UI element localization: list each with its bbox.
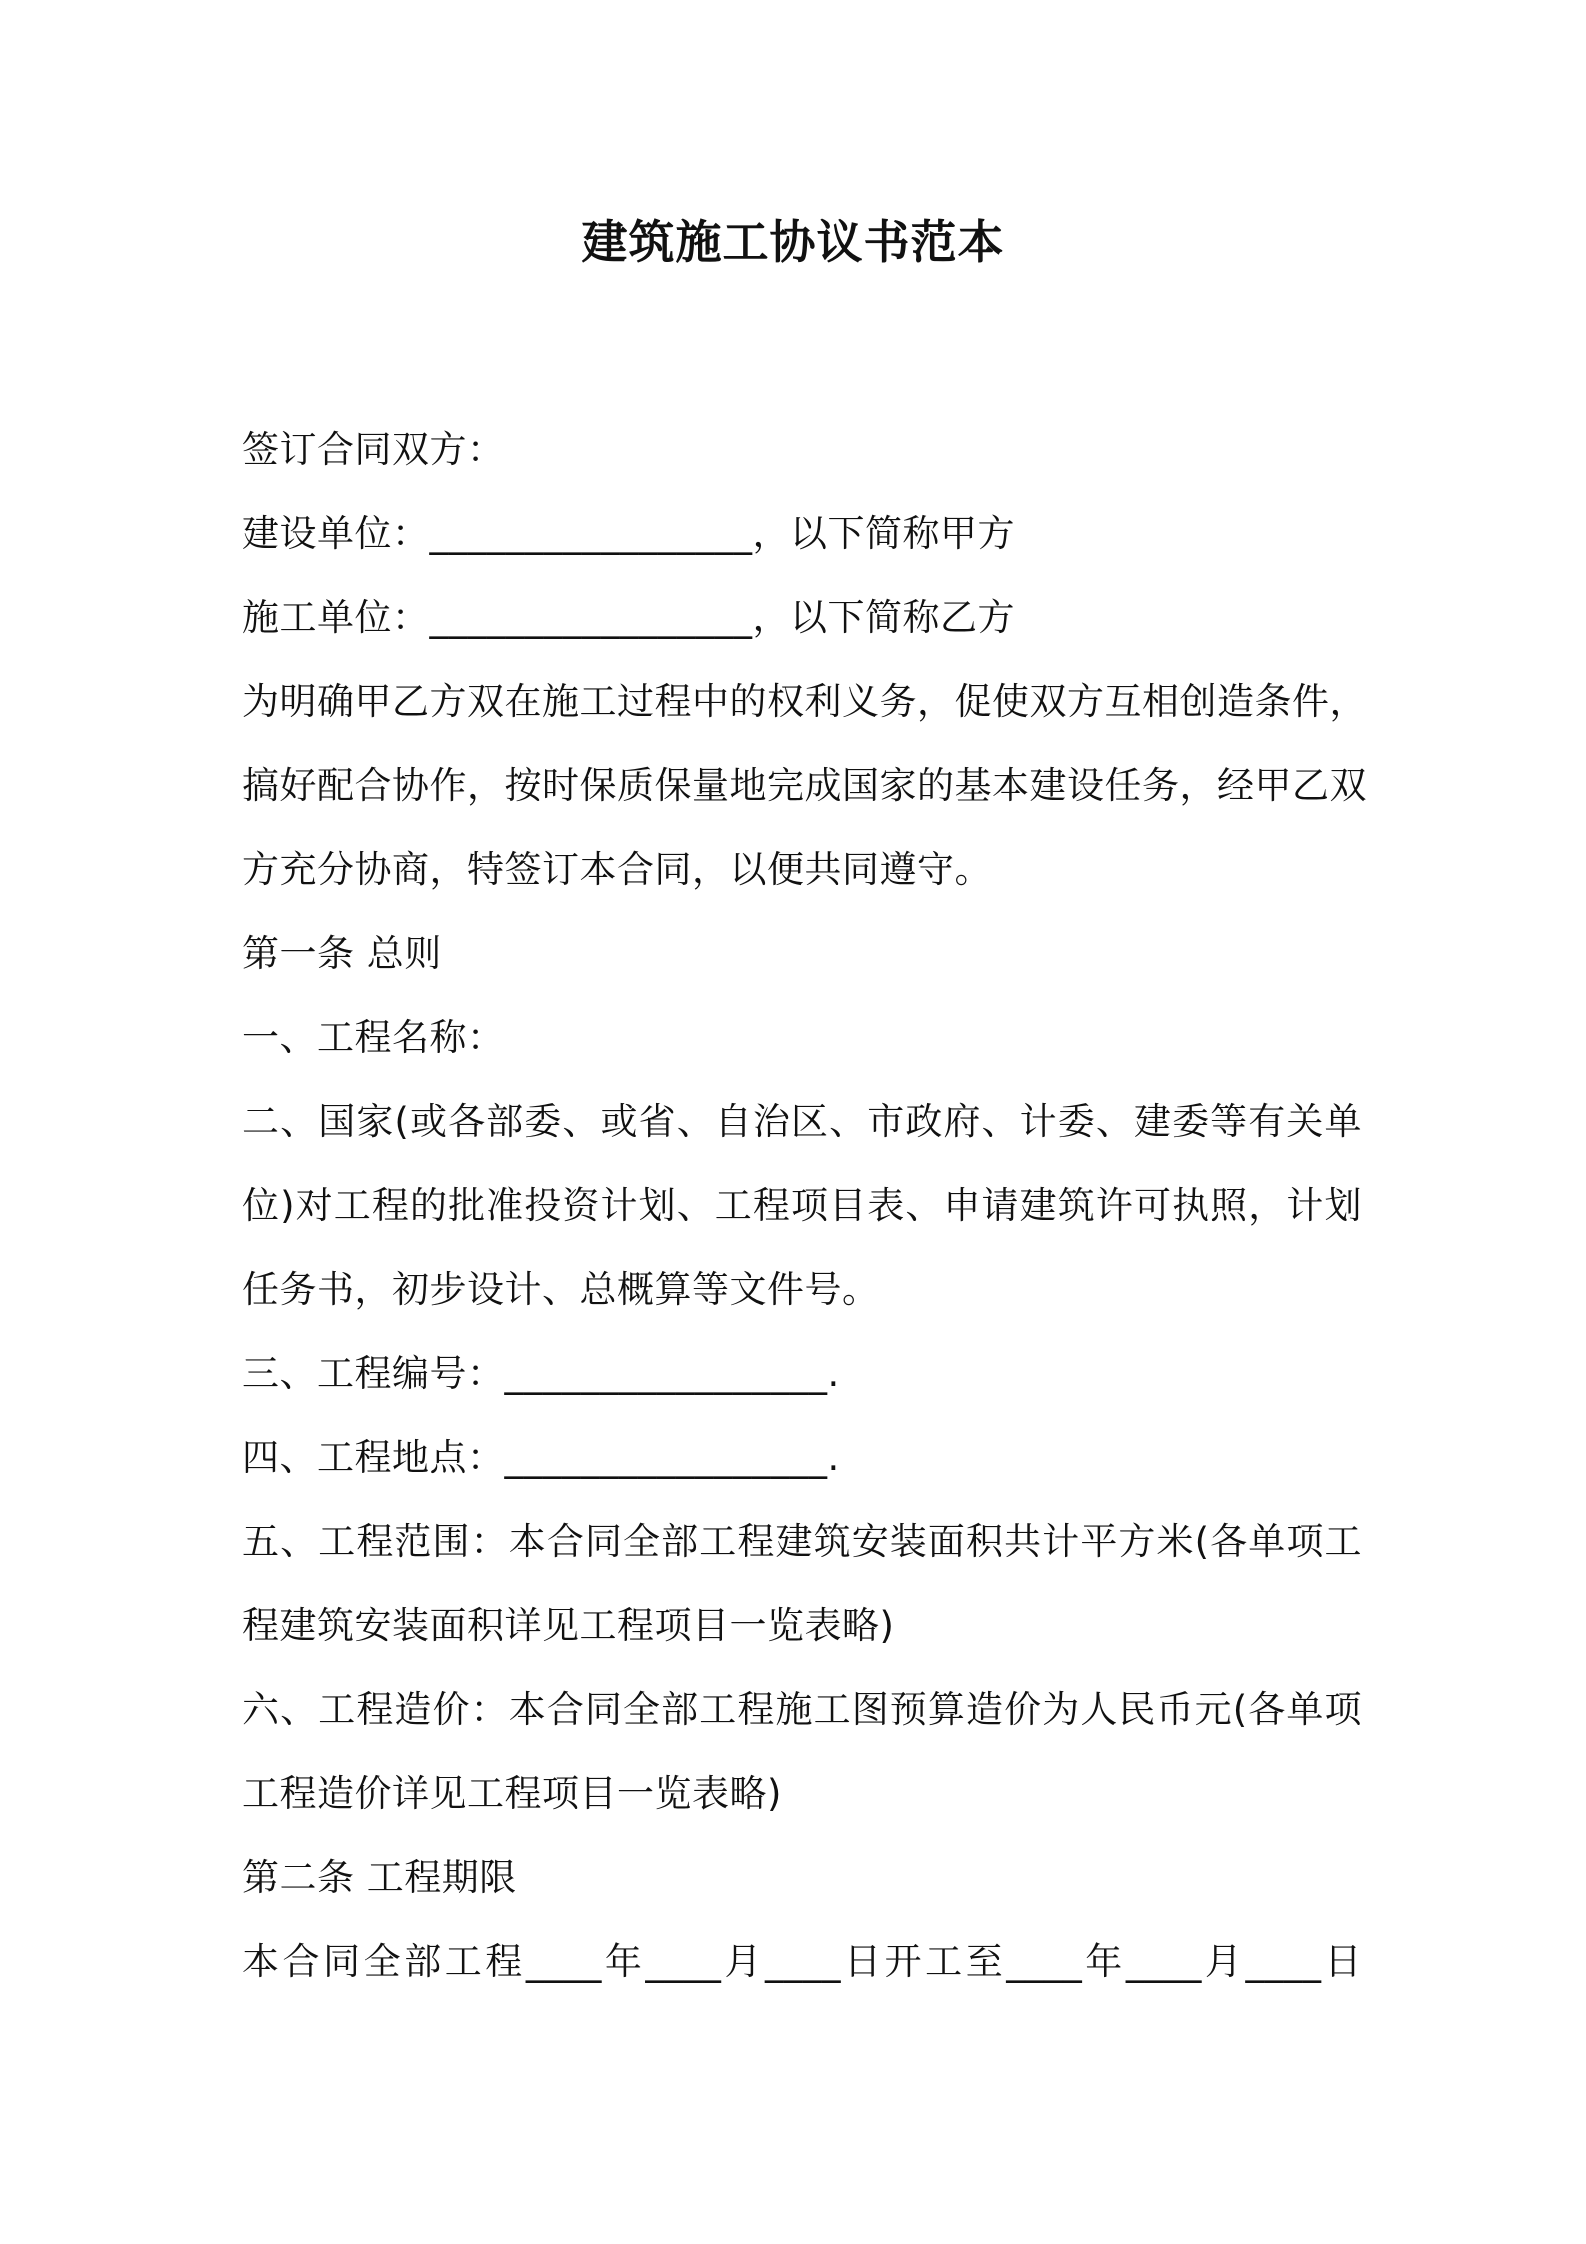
document-title: 建筑施工协议书范本 bbox=[581, 215, 1005, 269]
project-cost-line-2: 工程造价详见工程项目一览表略) bbox=[242, 1772, 782, 1815]
document-body bbox=[242, 408, 1367, 2004]
schedule-line: 本合同全部工程____年____月____日开工至____年____月____日 bbox=[242, 1940, 1362, 1983]
parties-heading: 签订合同双方： bbox=[242, 428, 505, 471]
project-scope-line-1: 五、工程范围：本合同全部工程建筑安装面积共计平方米(各单项工 bbox=[242, 1520, 1362, 1563]
preamble-line-2: 搞好配合协作，按时保质保量地完成国家的基本建设任务，经甲乙双 bbox=[242, 764, 1367, 807]
project-location-line: 四、工程地点：_________________. bbox=[242, 1436, 840, 1479]
project-number-line: 三、工程编号：_________________. bbox=[242, 1352, 840, 1395]
project-scope-line-2: 程建筑安装面积详见工程项目一览表略) bbox=[242, 1604, 895, 1647]
article-2-heading: 第二条 工程期限 bbox=[242, 1856, 517, 1899]
preamble-line-1: 为明确甲乙方双在施工过程中的权利义务，促使双方互相创造条件， bbox=[242, 680, 1367, 723]
project-cost-line-1: 六、工程造价：本合同全部工程施工图预算造价为人民币元(各单项 bbox=[242, 1688, 1362, 1731]
approval-line-3: 任务书，初步设计、总概算等文件号。 bbox=[242, 1268, 880, 1311]
party-a-line: 建设单位：_________________，以下简称甲方 bbox=[242, 512, 1015, 555]
approval-line-1: 二、国家(或各部委、或省、自治区、市政府、计委、建委等有关单 bbox=[242, 1100, 1362, 1143]
project-name-line: 一、工程名称： bbox=[242, 1016, 505, 1059]
party-b-line: 施工单位：_________________，以下简称乙方 bbox=[242, 596, 1015, 639]
approval-line-2: 位)对工程的批准投资计划、工程项目表、申请建筑许可执照，计划 bbox=[242, 1184, 1362, 1227]
preamble-line-3: 方充分协商，特签订本合同，以便共同遵守。 bbox=[242, 848, 992, 891]
article-1-heading: 第一条 总则 bbox=[242, 932, 442, 975]
